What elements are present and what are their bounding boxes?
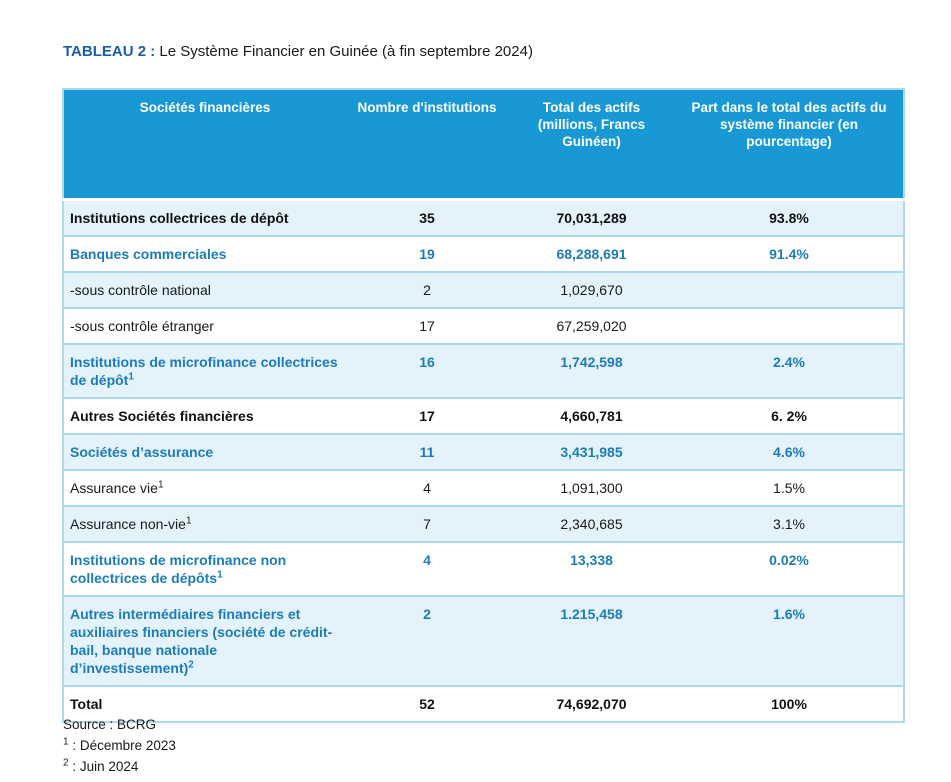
label-cell: Autres intermédiaires financiers et auxiliaires financiers (société de crédit-bail, banque nationale d’investissement)$^2$ <box>63 596 346 686</box>
label-cell: Autres Sociétés financières <box>63 398 346 434</box>
table-row <box>63 199 904 236</box>
table-row-total <box>63 686 904 722</box>
part-cell: 1.6% <box>675 596 904 686</box>
part-cell <box>675 308 904 344</box>
label-cell: Sociétés d’assurance <box>63 434 346 470</box>
nombre-cell: 17 <box>346 308 508 344</box>
actifs-cell: 74,692,070 <box>508 686 675 722</box>
label-cell: Total <box>63 686 346 722</box>
header-actifs: Total des actifs (millions, Francs Guinéen) <box>508 89 675 199</box>
nombre-cell: 4 <box>346 542 508 596</box>
table-title <box>63 42 533 62</box>
nombre-cell: 52 <box>346 686 508 722</box>
part-cell: 1.5% <box>675 470 904 506</box>
label-cell: -sous contrôle national <box>63 272 346 308</box>
label-cell: Institutions de microfinance collectrices de dépôt$^1$ <box>63 344 346 398</box>
label-cell: Institutions collectrices de dépôt <box>63 199 346 236</box>
label-cell: Assurance vie$^1$ <box>63 470 346 506</box>
actifs-cell: 2,340,685 <box>508 506 675 542</box>
header-row <box>63 89 904 199</box>
nombre-cell: 19 <box>346 236 508 272</box>
label-cell: Assurance non-vie$^1$ <box>63 506 346 542</box>
part-cell: 100% <box>675 686 904 722</box>
actifs-cell: 68,288,691 <box>508 236 675 272</box>
footnote-1: $^1$ : Décembre 2023 <box>63 736 176 753</box>
actifs-cell: 13,338 <box>508 542 675 596</box>
actifs-cell: 67,259,020 <box>508 308 675 344</box>
nombre-cell: 2 <box>346 272 508 308</box>
table-row <box>63 470 904 506</box>
table-row <box>63 344 904 398</box>
table-row <box>63 272 904 308</box>
nombre-cell: 17 <box>346 398 508 434</box>
actifs-cell: 1,091,300 <box>508 470 675 506</box>
nombre-cell: 7 <box>346 506 508 542</box>
actifs-cell: 1,742,598 <box>508 344 675 398</box>
financial-system-table <box>62 88 905 723</box>
nombre-cell: 11 <box>346 434 508 470</box>
nombre-cell: 35 <box>346 199 508 236</box>
table-row <box>63 308 904 344</box>
header-nombre: Nombre d'institutions <box>346 89 508 199</box>
part-cell: 93.8% <box>675 199 904 236</box>
nombre-cell: 4 <box>346 470 508 506</box>
part-cell: 0.02% <box>675 542 904 596</box>
part-cell: 6. 2% <box>675 398 904 434</box>
table-title-prefix: TABLEAU 2 : <box>63 43 156 60</box>
part-cell: 4.6% <box>675 434 904 470</box>
part-cell <box>675 272 904 308</box>
table-row <box>63 596 904 686</box>
header-societes: Sociétés financières <box>63 89 346 199</box>
actifs-cell: 4,660,781 <box>508 398 675 434</box>
part-cell: 91.4% <box>675 236 904 272</box>
table-row <box>63 506 904 542</box>
table-row <box>63 398 904 434</box>
label-cell: Banques commerciales <box>63 236 346 272</box>
actifs-cell: 3,431,985 <box>508 434 675 470</box>
label-cell: Institutions de microfinance non collectrices de dépôts$^1$ <box>63 542 346 596</box>
table-row <box>63 236 904 272</box>
source-note: Source : BCRG <box>63 717 157 732</box>
actifs-cell: 1,029,670 <box>508 272 675 308</box>
table-footer <box>63 714 176 777</box>
actifs-cell: 1.215,458 <box>508 596 675 686</box>
label-cell: -sous contrôle étranger <box>63 308 346 344</box>
part-cell: 3.1% <box>675 506 904 542</box>
nombre-cell: 16 <box>346 344 508 398</box>
footnote-2: $^2$ : Juin 2024 <box>63 757 139 774</box>
actifs-cell: 70,031,289 <box>508 199 675 236</box>
table-title-text: Le Système Financier en Guinée (à fin septembre 2024) <box>159 43 533 60</box>
table-row <box>63 542 904 596</box>
table-row <box>63 434 904 470</box>
nombre-cell: 2 <box>346 596 508 686</box>
header-part: Part dans le total des actifs du système financier (en pourcentage) <box>675 89 904 199</box>
part-cell: 2.4% <box>675 344 904 398</box>
